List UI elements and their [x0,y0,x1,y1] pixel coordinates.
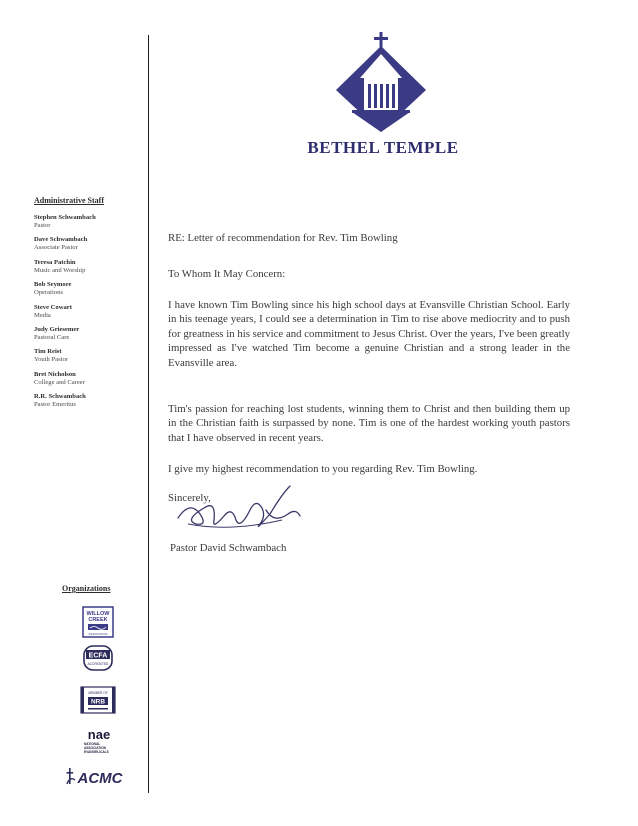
acmc-text: ACMC [77,770,123,786]
nrb-text: NRB [90,698,106,706]
letter-paragraph: Tim's passion for reaching lost students, winning them to Christ and then building them up in the Christian faith is surpassed by none. Tim is one of the hardest working youth pastors that I have observed in recent years. [168,403,570,444]
staff-item [34,259,144,281]
nae-logo-icon [80,726,118,758]
staff-role: Music and Worship [34,266,86,274]
staff-name: Dave Schwambach [34,236,88,244]
letter-paragraph: I give my highest recommendation to you regarding Rev. Tim Bowling. [168,463,478,475]
ecfa-text: ECFA [88,652,108,660]
wca-line1: WILLOW [86,611,110,617]
staff-name: Bret Nicholson [34,370,76,378]
staff-name: R.R. Schwambach [34,393,86,401]
staff-role: Associate Pastor [34,244,78,252]
willow-creek-logo-icon [82,606,114,638]
staff-item [34,236,144,258]
ecfa-logo-icon [82,644,114,672]
staff-role: Pastoral Care [34,333,70,341]
staff-name: Tim Reist [34,348,62,356]
handwritten-signature-icon [170,480,310,540]
staff-item [34,371,144,393]
salutation: To Whom It May Concern: [168,268,286,280]
organizations-heading: Organizations [62,584,111,593]
staff-item [34,393,144,415]
staff-item [34,281,144,303]
staff-name: Bob Seymore [34,281,72,289]
re-line: RE: Letter of recommendation for Rev. Tim Bowling [168,232,398,244]
staff-role: Pastor Emeritus [34,401,76,409]
staff-role: Operations [34,289,63,297]
staff-heading: Administrative Staff [34,196,104,205]
staff-role: Youth Pastor [34,356,68,364]
nae-line3: EVANGELICALS [84,750,109,754]
staff-item [34,214,144,236]
staff-role: College and Career [34,378,85,386]
ecfa-sub-text: ACCREDITED [87,662,109,666]
staff-name: Judy Griesemer [34,325,80,333]
nrb-logo-icon [80,686,116,714]
staff-name: Stephen Schwambach [34,214,96,221]
staff-role: Media [34,311,51,319]
org-title: BETHEL TEMPLE [307,138,459,157]
nae-text: nae [87,727,111,742]
staff-item [34,304,144,326]
staff-name: Teresa Patchin [34,258,76,266]
nae-line2: ASSOCIATION [84,746,106,750]
wca-line2: CREEK [88,617,108,623]
staff-role: Pastor [34,222,51,229]
nrb-top-text: MEMBER OF [88,691,108,695]
wca-line3: ASSOCIATION [88,632,108,636]
staff-list [34,214,144,416]
acmc-logo-icon [66,766,124,786]
staff-item [34,348,144,370]
church-steeple-logo-icon [334,32,428,132]
signer-name: Pastor David Schwambach [170,542,287,554]
staff-item [34,326,144,348]
nae-line1: NATIONAL [84,742,101,746]
closing: Sincerely, [168,492,211,504]
letter-paragraph: I have known Tim Bowling since his high school days at Evansville Christian School. Early in his teenage years, I could see a determination in Tim to rise above mediocrity and to push for greatness in his service and commitment to Jesus Christ. Over the years, I've been greatly impressed as I've watched Tim become a genuine Christian and a strong leader in the Evansville area. [168,299,570,369]
staff-name: Steve Cowart [34,303,72,311]
sidebar-divider [148,35,149,793]
